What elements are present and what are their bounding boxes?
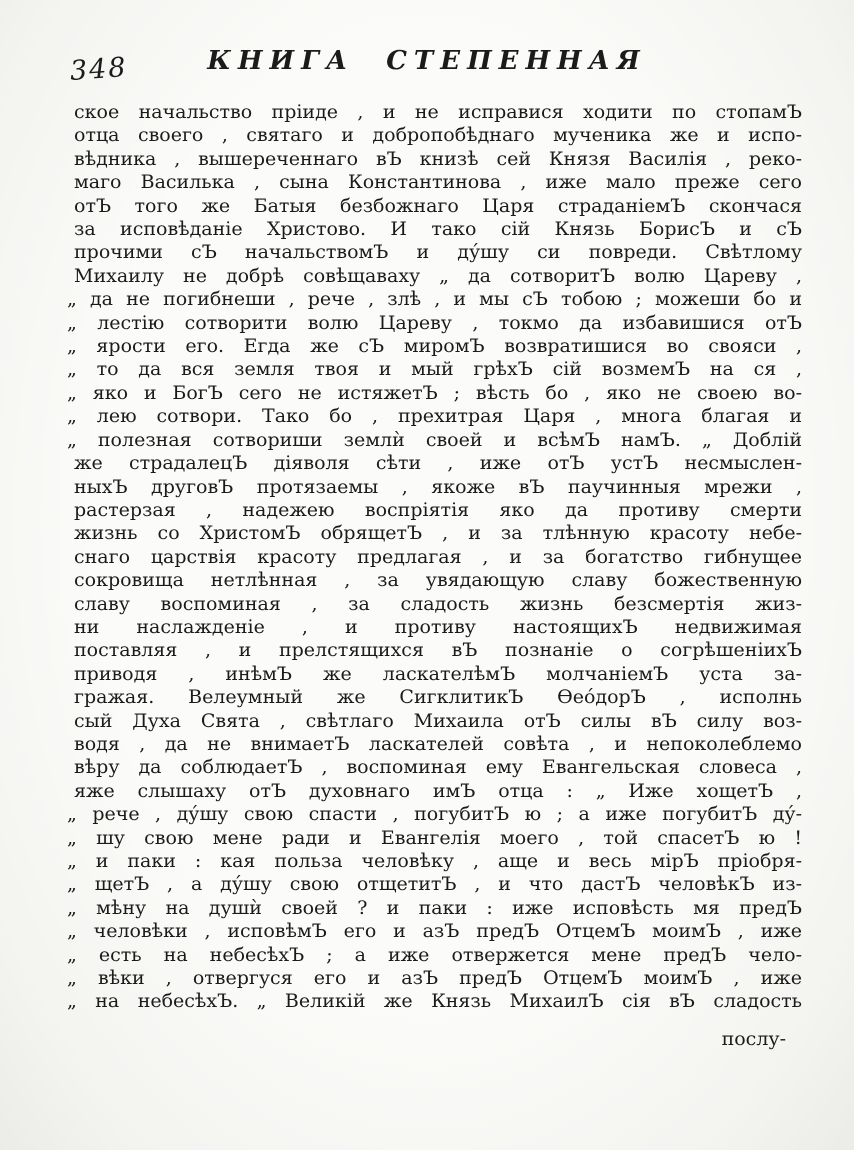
text-line: за исповѣданіе Христово. И тако сій Князь БорисЪ и сЪ [74,218,802,241]
text-line: приводя , инѣмЪ же ласкателѣмЪ молчаніемЪ уста за- [74,662,802,685]
text-line: сый Духа Свята , свѣтлаго Михаила отЪ силы вЪ силу воз- [74,709,802,732]
text-line: растерзая , надежею воспріятія яко да противу смерти [74,498,802,521]
text-line: маго Василька , сына Константинова , иже мало преже сего [74,171,802,194]
body-text [67,101,802,1014]
text-line: же страдалецЪ діяволя сѣти , иже отЪ устЪ несмыслен- [74,452,802,475]
text-line: жизнь со ХристомЪ обрящетЪ , и за тлѣнную красоту небе- [74,522,802,545]
text-line: „ щетЪ , а ду́шу свою отщетитЪ , и что дастЪ человѣкЪ из- [67,873,802,896]
text-line: отца своего , святаго и добропобѣднаго мученика же и испо- [74,124,802,147]
page-number: 348 [68,52,129,87]
catchword: послу- [721,1028,786,1050]
running-head [0,44,854,88]
text-line: снаго царствія красоту предлагая , и за богатство гибнущее [74,545,802,568]
text-line: сокровища нетлѣнная , за увядающую славу божественную [74,569,802,592]
text-line: „ полезная сотвориши землѝ своей и всѣмЪ намЪ. „ Доблій [67,428,802,451]
text-line: ское начальство пріиде , и не исправися ходити по стопамЪ [74,101,802,123]
text-line: водя , да не внимаетЪ ласкателей совѣта , и непоколеблемо [74,732,802,755]
text-line: „ ярости его. Егда же сЪ миромЪ возвратишися во свояси , [67,335,802,358]
text-line: „ да не погибнеши , рече , злѣ , и мы сЪ тобою ; можеши бо и [67,288,802,311]
text-line: вѣру да соблюдаетЪ , воспоминая ему Евангельская словеса , [74,756,802,779]
text-line: ныхЪ друговЪ протязаемы , якоже вЪ паучинныя мрежи , [74,475,802,498]
text-line: „ человѣки , исповѣмЪ его и азЪ предЪ ОтцемЪ моимЪ , иже [67,920,802,943]
text-line: Михаилу не добрѣ совѣщаваху „ да сотворитЪ волю Цареву , [74,264,802,287]
text-line: „ на небесѣхЪ. „ Великій же Князь МихаилЪ сія вЪ сладость [67,990,802,1013]
text-line: „ и паки : кая польза человѣку , аще и весь мірЪ пріобря- [67,850,802,872]
page-title: КНИГА СТЕПЕННАЯ [207,46,647,76]
text-line: прочими сЪ начальствомЪ и ду́шу си повреди. Свѣтлому [74,241,802,264]
text-line: яже слышаху отЪ духовнаго имЪ отца : „ Иже хощетЪ , [74,779,802,802]
catchword-row [74,1028,802,1050]
text-line: „ лею сотвори. Тако бо , прехитрая Царя , многа благая и [67,405,802,428]
text-line: „ то да вся земля твоя и мый грѣхЪ сій возмемЪ на ся , [67,358,802,381]
text-line: ни наслажденіе , и противу настоящихЪ недвижимая [74,615,802,638]
text-line: поставляя , и прелстящихся вЪ познаніе о согрѣшеніихЪ [74,639,802,662]
text-line: „ шу свою мене ради и Евангелія моего , той спасетЪ ю ! [67,826,802,849]
text-line: славу воспоминая , за сладость жизнь безсмертія жиз- [74,592,802,615]
text-line: вѣдника , вышереченнаго вЪ книзѣ сей Князя Василія , реко- [74,147,802,170]
text-line: гражая. Велеумный же СигклитикЪ Ѳео́дорЪ , исполнь [74,686,802,709]
text-line: отЪ того же Батыя безбожнаго Царя страданіемЪ скончася [74,194,802,217]
text-line: „ рече , ду́шу свою спасти , погубитЪ ю ; а иже погубитЪ ду́- [67,803,802,826]
text-line: „ есть на небесѣхЪ ; а иже отвержется мене предЪ чело- [67,943,802,966]
text-line: „ мѣну на душѝ своей ? и паки : иже исповѣсть мя предЪ [67,896,802,919]
text-line: „ лестію сотворити волю Цареву , токмо да избавишися отЪ [67,311,802,334]
text-line: „ яко и БогЪ сего не истяжетЪ ; вѣсть бо , яко не своею во- [67,381,802,404]
text-line: „ вѣки , отвергуся его и азЪ предЪ ОтцемЪ моимЪ , иже [67,967,802,990]
